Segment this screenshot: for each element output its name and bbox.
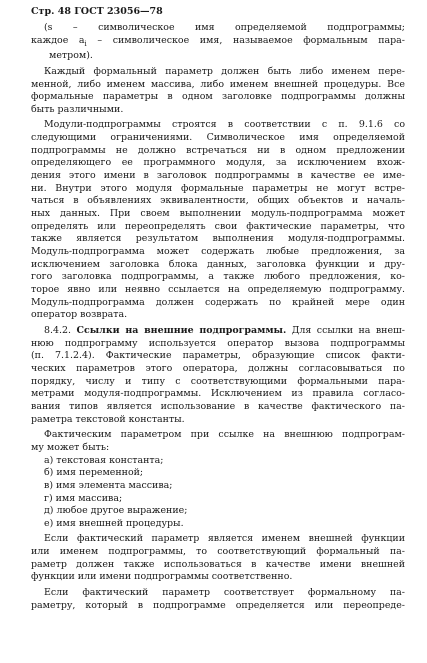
list-item: в) имя элемента массива; — [44, 479, 173, 491]
list-item: а) текстовая константа; — [44, 454, 164, 466]
text-line: функции или имени подпрограммы соответственно. — [31, 571, 293, 583]
text-line: ных данных. При своем выполнении модуль-подпрограмма может — [31, 208, 405, 220]
list-item: д) любое другое выражение; — [44, 505, 188, 517]
text-line: следующими ограничениями. Символическое имя определяемой — [31, 132, 405, 144]
text-line: определять или переопределять свои фактические параметры, что — [31, 220, 405, 232]
text-line: раметра текстовой константы. — [31, 413, 185, 425]
text-line: Фактическим параметром при ссылке на внешнюю подпрограм- — [44, 429, 405, 441]
text-line: оператор возврата. — [31, 309, 128, 321]
list-item: г) имя массива; — [44, 492, 123, 504]
text-line: Модуль-подпрограмма должен содержать по крайней мере один — [31, 296, 405, 308]
text-line: порядку, числу и типу с соответствующими формальными пара- — [31, 375, 405, 387]
text-line: нюю подпрограмму используется оператор вызова подпрограммы — [31, 337, 405, 349]
text-line: чаться в объявлениях эквивалентности, общих объектов и началь- — [31, 195, 405, 207]
text-line: каждое $a_i$ – символическое имя, называемое формальным пара- — [31, 34, 405, 48]
list-item: б) имя переменной; — [44, 467, 144, 479]
text-line: быть различными. — [31, 103, 124, 115]
page-header: Стр. 48 ГОСТ 23056—78 — [31, 6, 163, 17]
text-line: (s – символическое имя определяемой подпрограммы; — [44, 22, 405, 33]
section-title: Ссылки на внешние подпрограммы. — [76, 324, 287, 336]
text-line: Модуль-подпрограмма может содержать любые предложения, за — [31, 246, 405, 258]
text-line: гого заголовка подпрограммы, а также любого предложения, ко- — [31, 271, 405, 283]
text-line: определяющего ее программного модуля, за исключением вхож- — [31, 157, 405, 169]
text-line: ни. Внутри этого модуля формальные параметры не могут встре- — [31, 182, 405, 194]
text-line: вания типов является использование в качестве фактического па- — [31, 400, 405, 412]
text-fragment: Для ссылки на внеш- — [286, 324, 405, 336]
section-number: 8.4.2. — [44, 324, 77, 336]
text-line: раметру, который в подпрограмме определяется или переопреде- — [31, 599, 405, 611]
text-line: му может быть: — [31, 441, 110, 453]
text-line: торое явно или неявно ссылается на определяемую подпрограмму. — [31, 284, 405, 296]
text-line: раметр должен также использоваться в качестве имени внешней — [31, 558, 405, 570]
text-line: ческих параметров этого оператора, должны согласовываться по — [31, 362, 405, 374]
text-line: дения этого имени в заголовок подпрограммы в качестве ее име- — [31, 170, 405, 182]
text-line: (п. 7.1.2.4). Фактические параметры, образующие список факти- — [31, 350, 405, 362]
text-line: Каждый формальный параметр должен быть либо именем пере- — [44, 65, 405, 77]
text-line: метром). — [49, 50, 93, 62]
text-line: формальные параметры в одном заголовке подпрограммы должны — [31, 91, 405, 103]
text-line: или именем подпрограммы, то соответствующий формальный па- — [31, 546, 405, 558]
text-line: Если фактический параметр является именем внешней функции — [44, 533, 405, 545]
text-line: подпрограммы не должно встречаться ни в одном предложении — [31, 144, 405, 156]
text-line: также является результатом выполнения модуля-подпрограммы. — [31, 233, 405, 245]
section-heading-line — [31, 325, 405, 338]
text-line: Если фактический параметр соответствует формальному па- — [44, 587, 405, 599]
document-body — [31, 22, 405, 612]
text-line: Модули-подпрограммы строятся в соответствии с п. 9.1.6 со — [44, 119, 405, 131]
text-line: менной, либо именем массива, либо именем внешней процедуры. Все — [31, 78, 405, 90]
text-line: метрами модуля-подпрограммы. Исключением из правила согласо- — [31, 388, 405, 400]
list-item: е) имя внешней процедуры. — [44, 517, 184, 529]
text-line: исключением заголовка блока данных, заголовка функции и дру- — [31, 258, 405, 270]
